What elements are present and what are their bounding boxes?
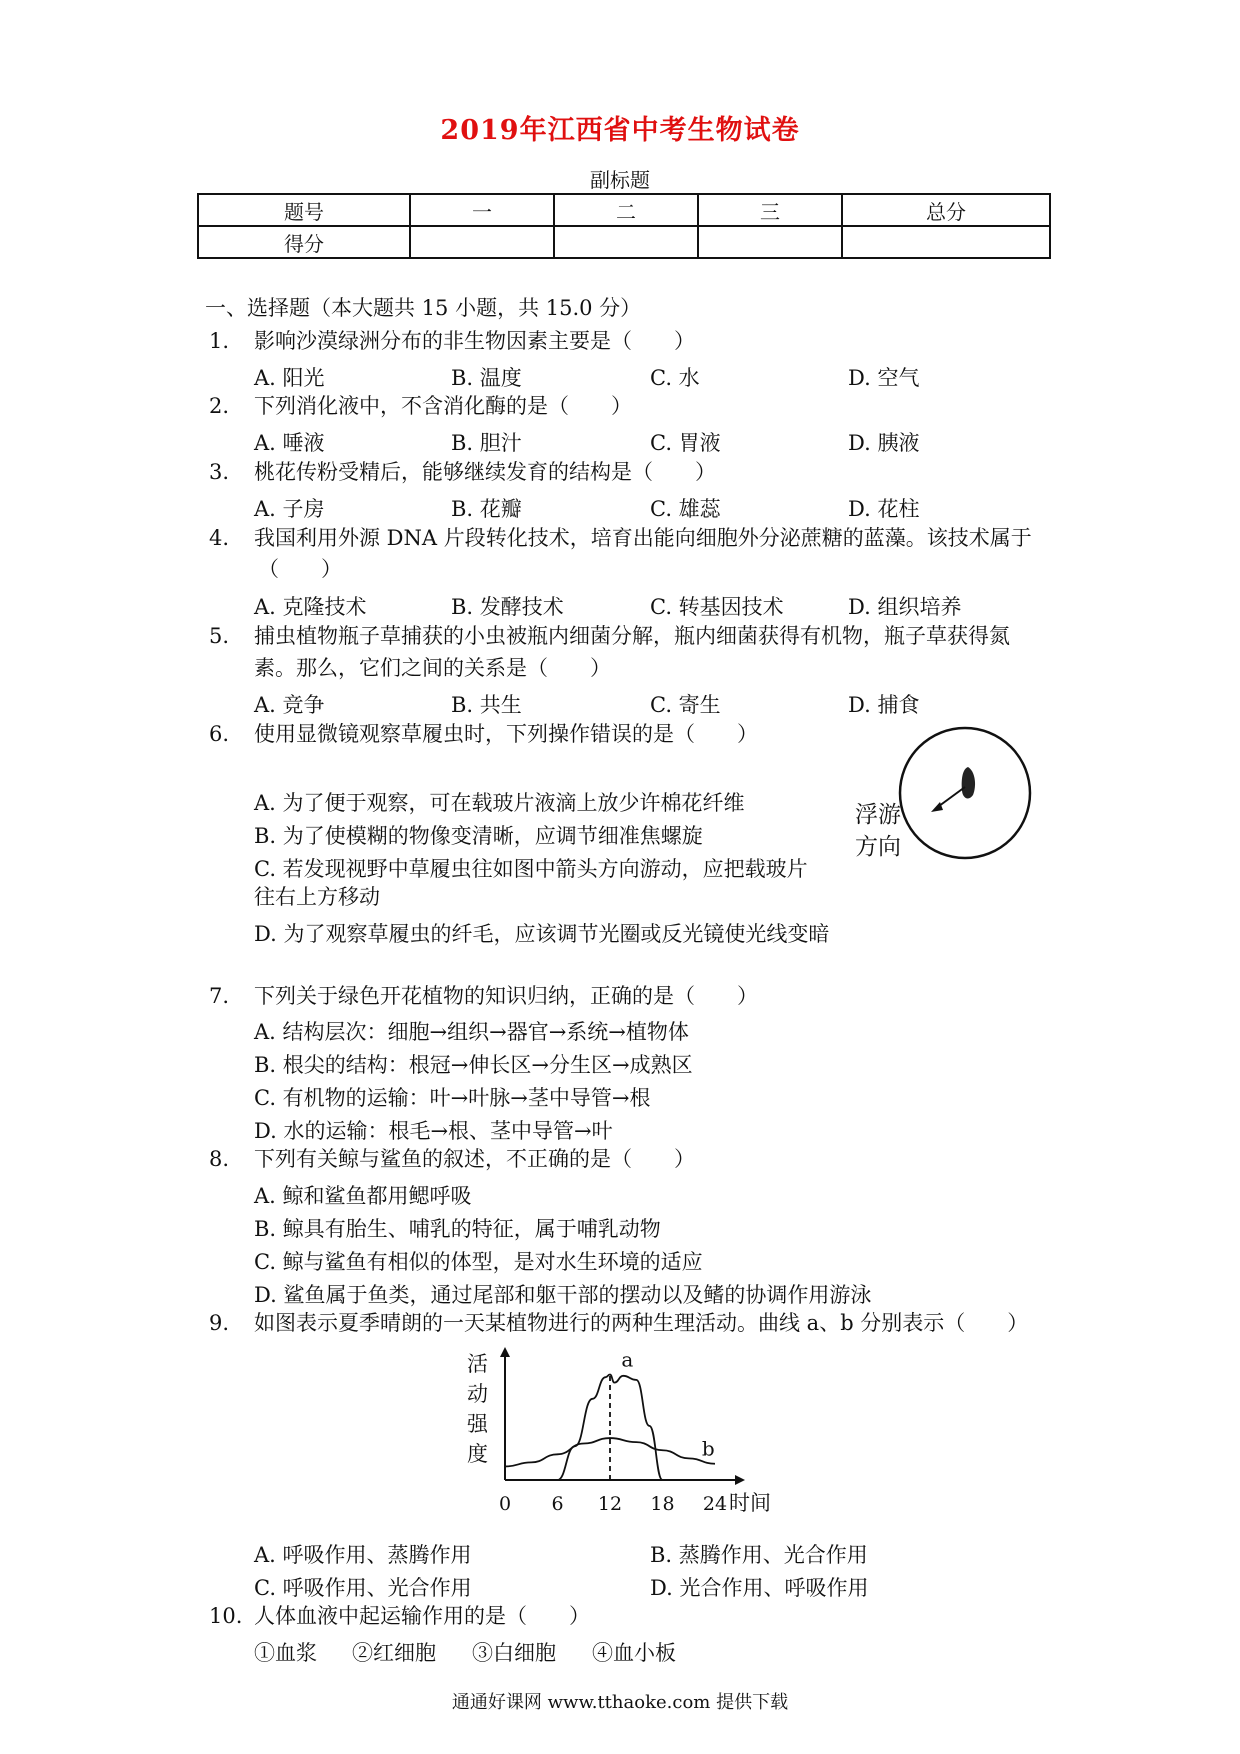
option-c-cont: 往右上方移动 (254, 885, 380, 909)
option-d[interactable]: D. 鲨鱼属于鱼类，通过尾部和躯干部的摆动以及鳍的协调作用游泳 (254, 1283, 872, 1307)
question-number: 6. (209, 722, 230, 746)
question-number: 4. (209, 526, 230, 550)
x-tick-label: 0 (498, 1493, 512, 1515)
option-b[interactable]: B. 共生 (451, 693, 522, 717)
series-line-a (558, 1374, 663, 1480)
x-axis-arrow-icon (735, 1475, 745, 1485)
option-d[interactable]: D. 空气 (848, 366, 920, 390)
question-stem: 如图表示夏季晴朗的一天某植物进行的两种生理活动。曲线 a、b 分别表示（ ） (254, 1311, 1029, 1335)
score-table-score-row (198, 226, 1050, 258)
y-axis-arrow-icon (500, 1347, 510, 1357)
choice-1[interactable]: ①血浆 (254, 1641, 317, 1665)
question-stem-cont: 素。那么，它们之间的关系是（ ） (254, 656, 611, 680)
option-c[interactable]: C. 胃液 (650, 431, 721, 455)
option-b[interactable]: B. 根尖的结构：根冠→伸长区→分生区→成熟区 (254, 1053, 693, 1077)
score-cell: 一 (410, 194, 554, 226)
option-a[interactable]: A. 克隆技术 (254, 595, 367, 619)
option-d[interactable]: D. 光合作用、呼吸作用 (650, 1576, 869, 1600)
question-number: 10. (209, 1604, 243, 1628)
score-input-cell[interactable] (842, 226, 1050, 258)
option-b[interactable]: B. 为了使模糊的物像变清晰，应调节细准焦螺旋 (254, 824, 703, 848)
option-c[interactable]: C. 鲸与鲨鱼有相似的体型，是对水生环境的适应 (254, 1250, 703, 1274)
option-b[interactable]: B. 花瓣 (451, 497, 522, 521)
option-a[interactable]: A. 鲸和鲨鱼都用鳃呼吸 (254, 1184, 472, 1208)
score-cell: 得分 (198, 226, 410, 258)
option-d[interactable]: D. 组织培养 (848, 595, 962, 619)
choice-2[interactable]: ②红细胞 (352, 1641, 436, 1665)
question-stem: 人体血液中起运输作用的是（ ） (254, 1604, 590, 1628)
option-d[interactable]: D. 为了观察草履虫的纤毛，应该调节光圈或反光镜使光线变暗 (254, 922, 830, 946)
question-stem: 使用显微镜观察草履虫时，下列操作错误的是（ ） (254, 722, 758, 746)
question-number: 8. (209, 1147, 230, 1171)
score-table-header-row (198, 194, 1050, 226)
figure-label: 浮游 (855, 802, 901, 828)
option-b[interactable]: B. 鲸具有胎生、哺乳的特征，属于哺乳动物 (254, 1217, 661, 1241)
option-d[interactable]: D. 胰液 (848, 431, 920, 455)
x-tick-label: 18 (650, 1493, 675, 1515)
score-cell: 题号 (198, 194, 410, 226)
page-title: 2019年江西省中考生物试卷 (440, 115, 800, 146)
activity-chart (460, 1345, 780, 1525)
question-number: 1. (209, 329, 230, 353)
option-a[interactable]: A. 阳光 (254, 366, 325, 390)
question-number: 3. (209, 460, 230, 484)
page-footer: 通通好课网 www.tthaoke.com 提供下载 (451, 1692, 789, 1713)
option-a[interactable]: A. 结构层次：细胞→组织→器官→系统→植物体 (254, 1020, 689, 1044)
score-cell: 总分 (842, 194, 1050, 226)
x-axis-label: 时间 (729, 1491, 771, 1515)
question-stem: 下列有关鲸与鲨鱼的叙述，不正确的是（ ） (254, 1147, 695, 1171)
option-b[interactable]: B. 温度 (451, 366, 522, 390)
x-tick-label: 12 (597, 1493, 623, 1515)
option-b[interactable]: B. 蒸腾作用、光合作用 (650, 1543, 868, 1567)
question-number: 2. (209, 394, 230, 418)
page-subtitle: 副标题 (590, 168, 650, 192)
question-number: 9. (209, 1311, 230, 1335)
section-heading: 一、选择题（本大题共 15 小题，共 15.0 分） (205, 296, 642, 320)
option-c[interactable]: C. 寄生 (650, 693, 721, 717)
option-c[interactable]: C. 雄蕊 (650, 497, 721, 521)
question-stem: 我国利用外源 DNA 片段转化技术，培育出能向细胞外分泌蔗糖的蓝藻。该技术属于 (254, 526, 1032, 550)
option-a[interactable]: A. 为了便于观察，可在载玻片液滴上放少许棉花纤维 (254, 791, 745, 815)
option-a[interactable]: A. 子房 (254, 497, 325, 521)
option-b[interactable]: B. 胆汁 (451, 431, 522, 455)
option-d[interactable]: D. 水的运输：根毛→根、茎中导管→叶 (254, 1119, 613, 1143)
option-c[interactable]: C. 水 (650, 366, 700, 390)
paramecium-shape (962, 767, 975, 798)
question-stem: 影响沙漠绿洲分布的非生物因素主要是（ ） (254, 329, 695, 353)
figure-label: 方向 (855, 834, 901, 860)
option-d[interactable]: D. 捕食 (848, 693, 920, 717)
microscope-field-figure (895, 725, 1035, 865)
choice-3[interactable]: ③白细胞 (472, 1641, 556, 1665)
question-stem-cont: （ ） (258, 557, 342, 581)
option-a[interactable]: A. 呼吸作用、蒸腾作用 (254, 1543, 472, 1567)
y-axis-label-char: 动 (467, 1382, 488, 1406)
question-stem: 桃花传粉受精后，能够继续发育的结构是（ ） (254, 460, 716, 484)
option-c[interactable]: C. 呼吸作用、光合作用 (254, 1576, 472, 1600)
question-stem: 下列消化液中，不含消化酶的是（ ） (254, 394, 632, 418)
y-axis-label-char: 度 (467, 1442, 488, 1466)
option-a[interactable]: A. 竞争 (254, 693, 325, 717)
option-c[interactable]: C. 若发现视野中草履虫往如图中箭头方向游动，应把载玻片 (254, 857, 808, 881)
option-b[interactable]: B. 发酵技术 (451, 595, 564, 619)
option-a[interactable]: A. 唾液 (254, 431, 325, 455)
series-label-b: b (701, 1436, 715, 1461)
score-table (197, 193, 1051, 259)
question-number: 5. (209, 624, 230, 648)
question-stem: 下列关于绿色开花植物的知识归纳，正确的是（ ） (254, 984, 758, 1008)
question-number: 7. (209, 984, 230, 1008)
x-tick-label: 24 (702, 1493, 728, 1515)
option-c[interactable]: C. 有机物的运输：叶→叶脉→茎中导管→根 (254, 1086, 651, 1110)
score-input-cell[interactable] (410, 226, 554, 258)
score-cell: 三 (698, 194, 842, 226)
x-tick-label: 6 (551, 1493, 564, 1515)
score-input-cell[interactable] (554, 226, 698, 258)
y-axis-label-char: 强 (467, 1412, 488, 1436)
y-axis-label-char: 活 (467, 1352, 488, 1376)
option-d[interactable]: D. 花柱 (848, 497, 920, 521)
series-label-a: a (621, 1347, 634, 1372)
choice-4[interactable]: ④血小板 (592, 1641, 676, 1665)
question-stem: 捕虫植物瓶子草捕获的小虫被瓶内细菌分解，瓶内细菌获得有机物，瓶子草获得氮 (254, 624, 1010, 648)
score-input-cell[interactable] (698, 226, 842, 258)
option-c[interactable]: C. 转基因技术 (650, 595, 784, 619)
score-cell: 二 (554, 194, 698, 226)
